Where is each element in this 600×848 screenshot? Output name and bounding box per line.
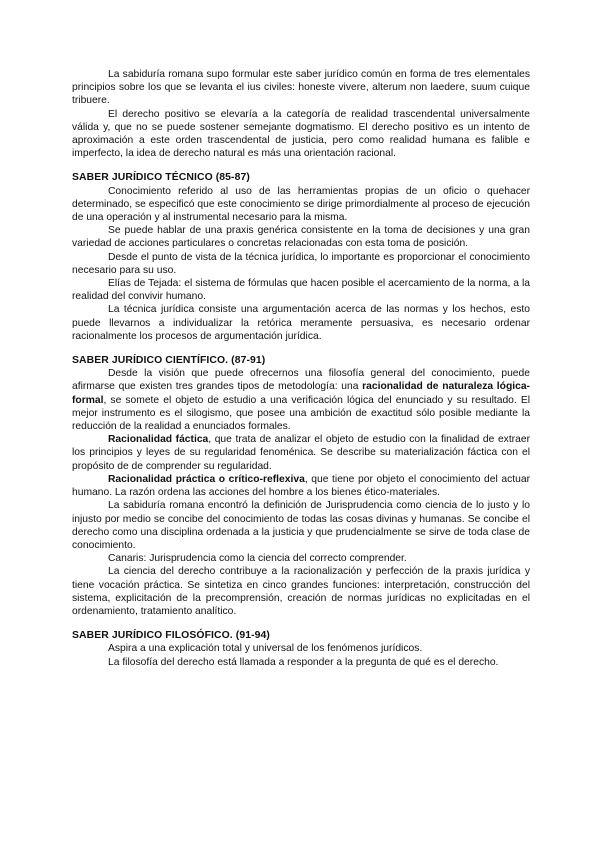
bold-term: Racionalidad fáctica xyxy=(108,434,209,446)
section-heading: SABER JURÍDICO FILOSÓFICO. (91-94) xyxy=(72,630,270,642)
section-filosofico xyxy=(72,629,530,669)
intro-section xyxy=(72,68,530,160)
section-cientifico xyxy=(72,354,530,618)
paragraph: Canaris: Jurisprudencia como la ciencia del correcto comprender. xyxy=(108,553,407,565)
paragraph: La sabiduría romana supo formular este saber jurídico común en forma de tres elementales principios sobre los que se levanta el ius civiles: honeste vivere, alterum non laedere, suum cuique tribuere. xyxy=(72,69,530,107)
paragraph: Elías de Tejada: el sistema de fórmulas que hacen posible el acercamiento de la norma, a la realidad del convivir humano. xyxy=(72,278,530,303)
paragraph: La sabiduría romana encontró la definición de Jurisprudencia como ciencia de lo justo y lo injusto por medio se concibe del conocimiento de todas las cosas divinas y humanas. Se concibe el derecho como una disciplina ordenada a la justicia y que prudencialmente se sirve de toda clase de conocimiento. xyxy=(72,500,530,551)
text-run: , que tiene por objeto el conocimiento del actuar humano. La razón ordena las acciones del hombre a los bienes ético-materiales. xyxy=(72,473,530,499)
bold-term: Racionalidad práctica o crítico-reflexiva xyxy=(108,473,305,485)
paragraph xyxy=(72,367,530,433)
paragraph: Aspira a una explicación total y universal de los fenómenos jurídicos. xyxy=(108,643,423,655)
section-tecnico xyxy=(72,171,530,343)
text-run: , se somete el objeto de estudio a una verificación lógica del enunciado y su resultado. El mejor instrumento es el silogismo, que posee una ambición de exactitud sólo posible mediante la reducción de la realidad a enunciados formales. xyxy=(72,394,530,433)
paragraph: Conocimiento referido al uso de las herramientas propias de un oficio o quehacer determinado, se especificó que este conocimiento se dirige primordialmente al proceso de ejecución de una operación y al instrumental necesario para la misma. xyxy=(72,185,530,224)
paragraph: Se puede hablar de una praxis genérica consistente en la toma de decisiones y una gran variedad de acciones particulares o concretas relacionadas con esta toma de posición. xyxy=(72,225,530,250)
paragraph xyxy=(72,433,530,473)
section-heading: SABER JURÍDICO CIENTÍFICO. (87-91) xyxy=(72,355,266,367)
text-run: , que trata de analizar el objeto de estudio con la finalidad de extraer los principios y leyes de su regularidad fenoménica. Se describe su materialización fáctica con el propósito de de comprender su regularidad. xyxy=(72,434,530,472)
section-heading: SABER JURÍDICO TÉCNICO (85-87) xyxy=(72,172,250,184)
paragraph xyxy=(72,473,530,499)
paragraph: Desde el punto de vista de la técnica jurídica, lo importante es proporcionar el conocimiento necesario para su uso. xyxy=(72,251,530,276)
paragraph: El derecho positivo se elevaría a la categoría de realidad trascendental universalmente válida y, que no se puede sostener semejante dogmatismo. El derecho positivo es un intento de aproximación a este orden trascendental de justicia, pero como realidad humana es falible e imperfecto, la idea de derecho natural es más una orientación racional. xyxy=(72,108,530,160)
paragraph: La técnica jurídica consiste una argumentación acerca de las normas y los hechos, esto puede llevarnos a individualizar la retórica meramente persuasiva, es necesario ordenar racionalmente los procesos de argumentación jurídica. xyxy=(72,304,530,342)
paragraph: La ciencia del derecho contribuye a la racionalización y perfección de la praxis jurídica y tiene vocación práctica. Se sintetiza en cinco grandes funciones: interpretación, construcción del sistema, explicitación de la precomprensión, creación de normas jurídicas no explicitadas en el ordenamiento, tratamiento analítico. xyxy=(72,566,530,617)
bold-term: racionalidad de naturaleza lógica-formal xyxy=(72,381,530,406)
text-run: Desde la visión que puede ofrecernos una filosofía general del conocimiento, puede afirmarse que existen tres grandes tipos de metodología: una xyxy=(72,368,530,393)
paragraph: La filosofía del derecho está llamada a responder a la pregunta de qué es el derecho. xyxy=(108,656,499,668)
